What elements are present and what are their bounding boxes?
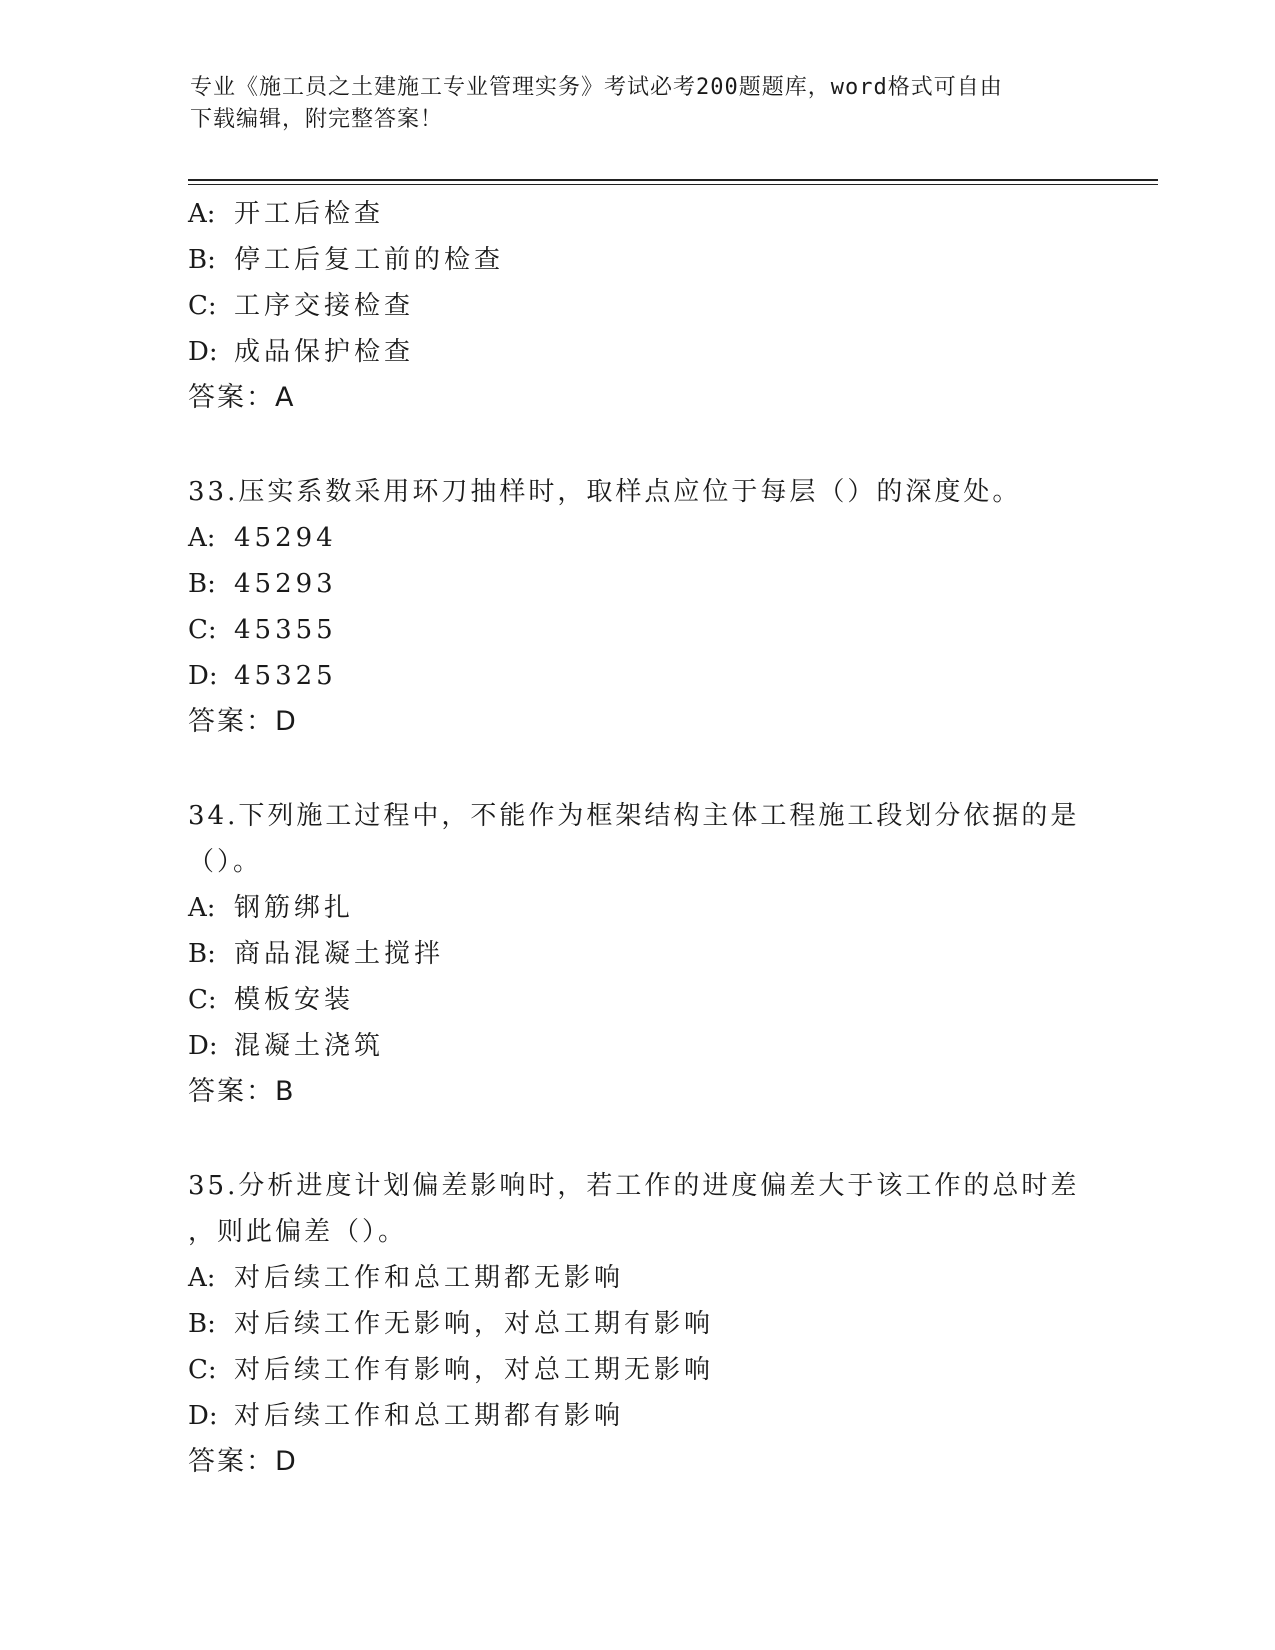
option-text: 模板安装 — [234, 985, 355, 1015]
option-letter: D: — [188, 661, 218, 691]
option-letter: D: — [188, 337, 218, 367]
question-text-line-1: 35.分析进度计划偏差影响时，若工作的进度偏差大于该工作的总时差 — [188, 1171, 1080, 1201]
header-title-line-1: 专业《施工员之土建施工专业管理实务》考试必考200题题库，word格式可自由 — [190, 75, 1003, 100]
option-letter: B: — [188, 245, 216, 275]
header-title-line-2: 下载编辑，附完整答案！ — [190, 107, 444, 132]
question-block-32 — [188, 191, 1088, 421]
option-letter: C: — [188, 985, 217, 1015]
option-b — [188, 237, 1088, 283]
option-d — [188, 1393, 1088, 1439]
option-text: 对后续工作有影响，对总工期无影响 — [234, 1355, 715, 1385]
question-text-line-2: （）。 — [188, 847, 263, 877]
option-letter: A: — [188, 523, 216, 553]
header-divider-thick — [188, 179, 1158, 181]
option-text: 停工后复工前的检查 — [234, 245, 505, 275]
option-c — [188, 607, 1088, 653]
document-header — [190, 72, 1090, 136]
option-letter: A: — [188, 893, 216, 923]
option-a — [188, 515, 1088, 561]
question-block-34 — [188, 793, 1088, 1115]
option-text: 混凝土浇筑 — [234, 1031, 385, 1061]
answer-line: 答案：A — [188, 382, 296, 413]
option-text: 对后续工作无影响，对总工期有影响 — [234, 1309, 715, 1339]
question-list — [188, 191, 1088, 1485]
option-text: 45355 — [234, 615, 337, 645]
answer-line: 答案：D — [188, 1446, 298, 1477]
option-c — [188, 283, 1088, 329]
option-text: 45294 — [234, 523, 337, 553]
option-b — [188, 931, 1088, 977]
option-a — [188, 1255, 1088, 1301]
option-letter: B: — [188, 1309, 216, 1339]
option-d — [188, 1023, 1088, 1069]
option-letter: D: — [188, 1031, 218, 1061]
option-b — [188, 1301, 1088, 1347]
option-c — [188, 977, 1088, 1023]
option-d — [188, 329, 1088, 375]
option-text: 对后续工作和总工期都有影响 — [234, 1401, 625, 1431]
option-letter: C: — [188, 615, 217, 645]
option-b — [188, 561, 1088, 607]
header-divider-thin — [188, 184, 1158, 185]
option-text: 商品混凝土搅拌 — [234, 939, 445, 969]
option-text: 钢筋绑扎 — [234, 893, 355, 923]
block-spacer — [188, 421, 1088, 469]
answer-line: 答案：D — [188, 706, 298, 737]
option-text: 成品保护检查 — [234, 337, 415, 367]
option-text: 工序交接检查 — [234, 291, 415, 321]
option-letter: A: — [188, 199, 216, 229]
question-text: 33.压实系数采用环刀抽样时，取样点应位于每层（）的深度处。 — [188, 477, 1022, 507]
option-text: 对后续工作和总工期都无影响 — [234, 1263, 625, 1293]
option-letter: C: — [188, 291, 217, 321]
block-spacer — [188, 1115, 1088, 1163]
question-text-line-1: 34.下列施工过程中，不能作为框架结构主体工程施工段划分依据的是 — [188, 801, 1080, 831]
answer-line: 答案：B — [188, 1076, 296, 1107]
option-text: 45325 — [234, 661, 337, 691]
option-letter: C: — [188, 1355, 217, 1385]
option-letter: B: — [188, 569, 216, 599]
option-letter: B: — [188, 939, 216, 969]
option-d — [188, 653, 1088, 699]
option-text: 开工后检查 — [234, 199, 385, 229]
block-spacer — [188, 745, 1088, 793]
option-letter: D: — [188, 1401, 218, 1431]
question-text-line-2: ，则此偏差（）。 — [188, 1217, 408, 1247]
option-a — [188, 885, 1088, 931]
question-block-33 — [188, 469, 1088, 745]
option-c — [188, 1347, 1088, 1393]
option-text: 45293 — [234, 569, 337, 599]
question-block-35 — [188, 1163, 1088, 1485]
option-letter: A: — [188, 1263, 216, 1293]
option-a — [188, 191, 1088, 237]
